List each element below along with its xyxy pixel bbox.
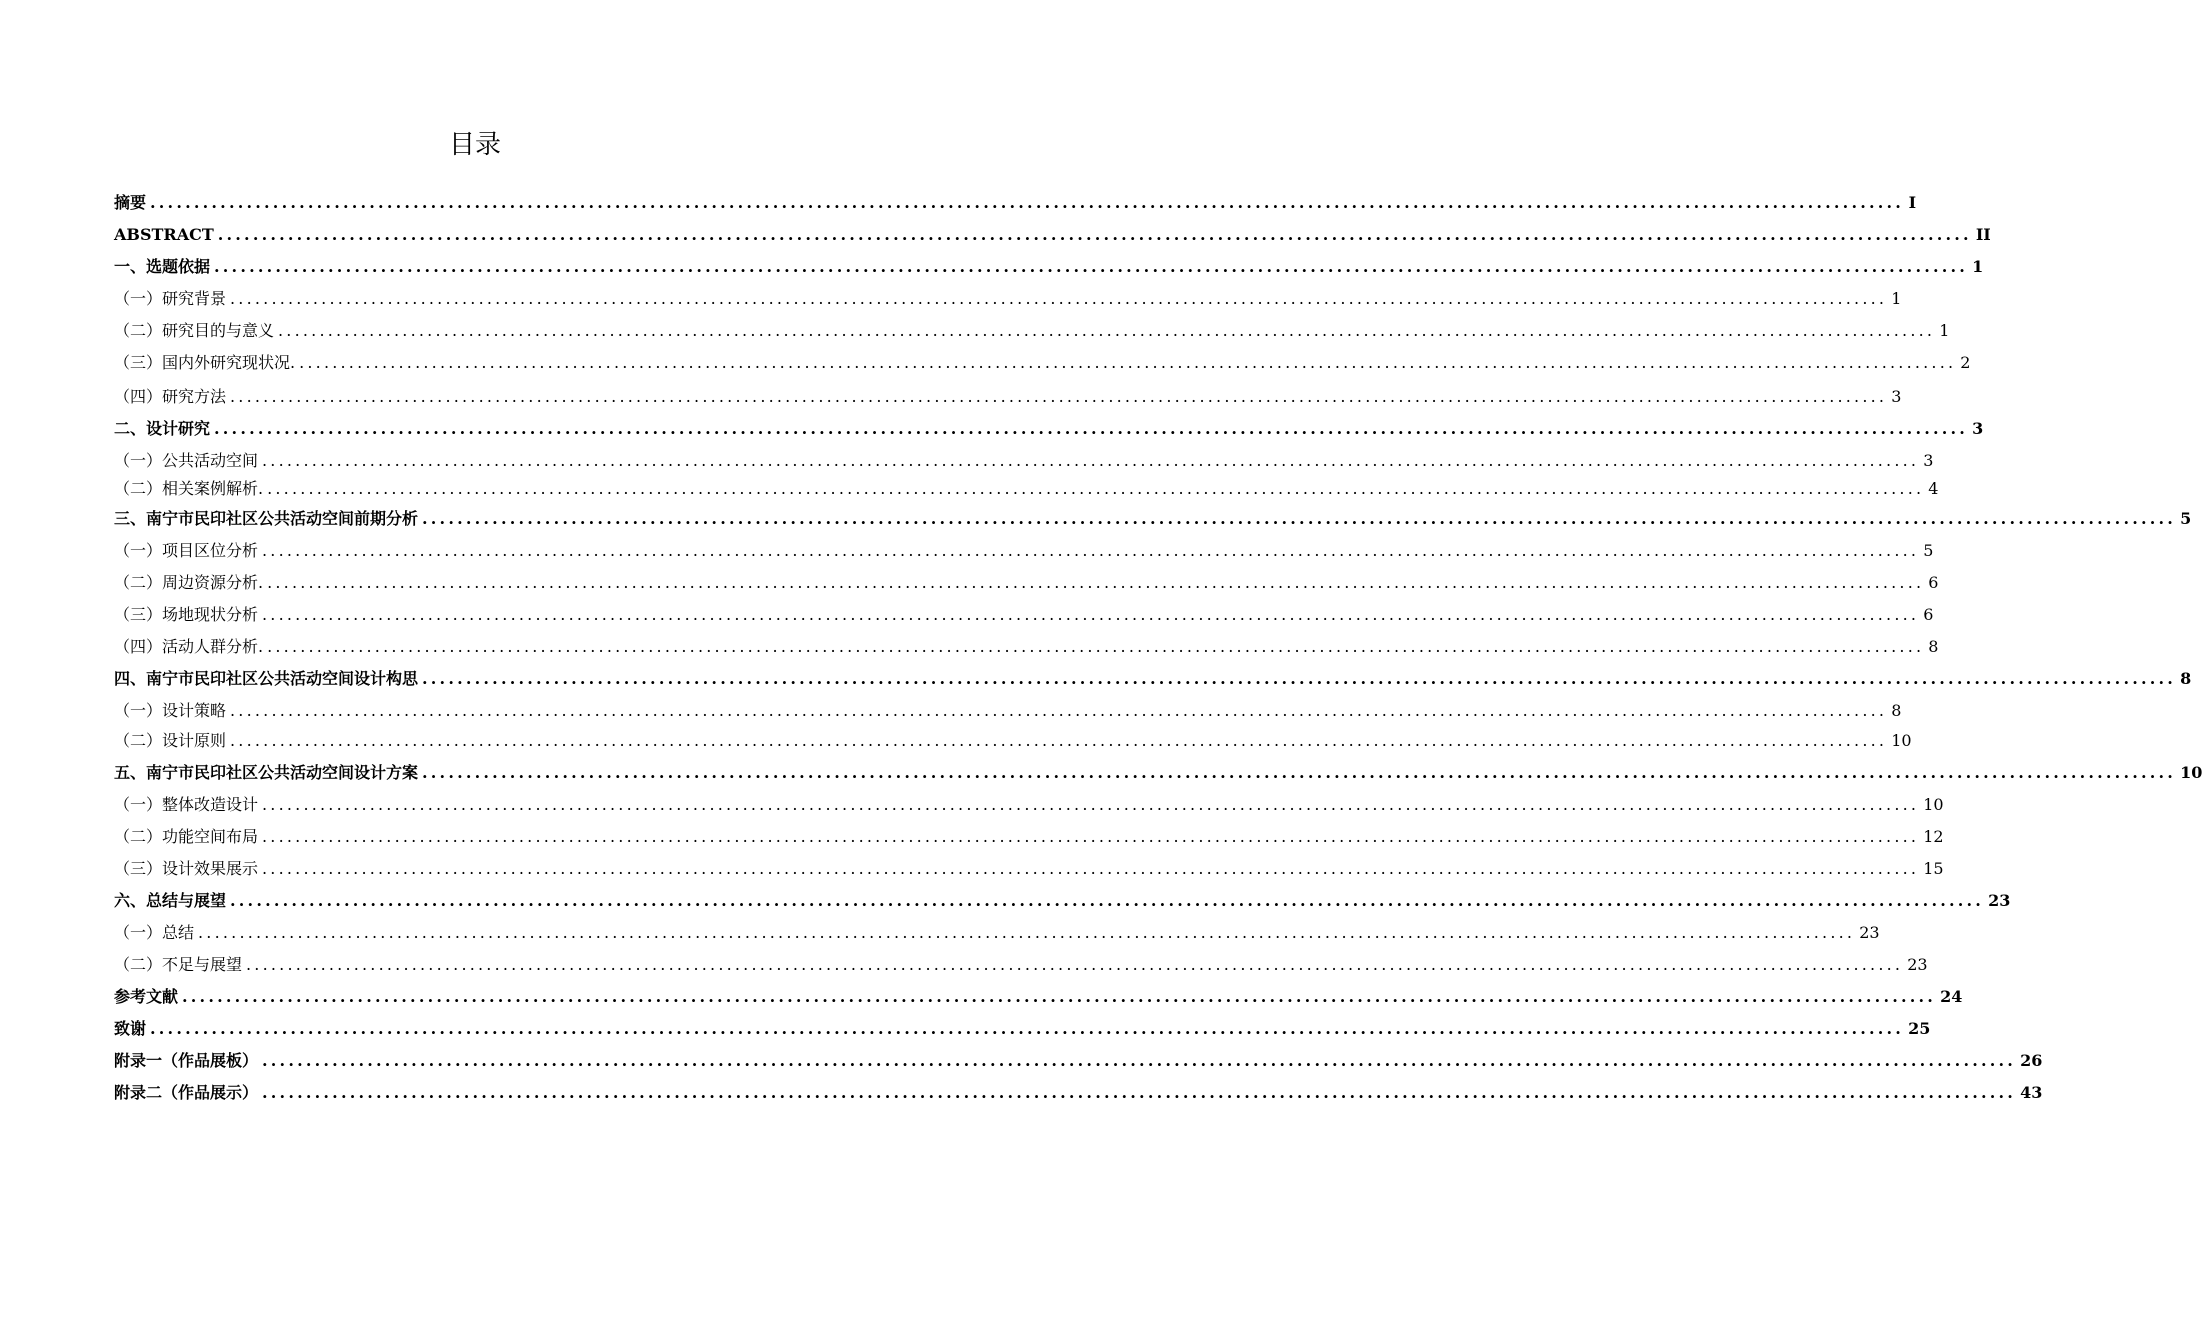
dot-leader: ........................................................................................................................................................................................................ xyxy=(182,987,1937,1006)
toc-entry[interactable] xyxy=(114,220,1991,250)
toc-entry-page-number: 10 xyxy=(1891,731,1912,750)
toc-entry-label: 五、南宁市民印社区公共活动空间设计方案 xyxy=(114,763,419,782)
toc-entry-page-number: 10 xyxy=(1923,795,1944,814)
toc-entry-label: （三）设计效果展示 xyxy=(114,859,259,878)
dot-leader: ........................................................................................................................................................................................................ xyxy=(262,859,1920,878)
toc-entry-page-number: 26 xyxy=(2020,1051,2043,1070)
toc-entry-label: （三）场地现状分析 xyxy=(114,605,259,624)
toc-entry[interactable] xyxy=(114,758,2202,788)
toc-entry-page-number: 6 xyxy=(1923,605,1934,624)
toc-entry-label: （三）国内外研究现状况. xyxy=(114,353,296,372)
toc-entry-page-number: 24 xyxy=(1940,987,1963,1006)
toc-entry-label: （一）设计策略 xyxy=(114,701,227,720)
dot-leader: ........................................................................................................................................................................................................ xyxy=(422,669,2177,688)
toc-entry-page-number: 5 xyxy=(1923,541,1934,560)
toc-entry-page-number: 6 xyxy=(1928,573,1939,592)
dot-leader: ........................................................................................................................................................................................................ xyxy=(267,573,1925,592)
toc-entry[interactable] xyxy=(114,982,1963,1012)
dot-leader: ........................................................................................................................................................................................................ xyxy=(150,1019,1905,1038)
toc-entry[interactable] xyxy=(114,568,1939,598)
toc-entry-label: （一）公共活动空间 xyxy=(114,451,259,470)
toc-entry-label: 四、南宁市民印社区公共活动空间设计构思 xyxy=(114,669,419,688)
dot-leader: ........................................................................................................................................................................................................ xyxy=(230,387,1888,406)
toc-entry-label: ABSTRACT xyxy=(114,225,214,244)
toc-entry[interactable] xyxy=(114,316,1950,346)
toc-entry-page-number: 1 xyxy=(1891,289,1902,308)
toc-entry[interactable] xyxy=(114,632,1939,662)
toc-entry[interactable] xyxy=(114,252,1984,282)
toc-entry-page-number: 3 xyxy=(1923,451,1934,470)
page-title: 目录 xyxy=(448,130,501,160)
toc-entry-page-number: 23 xyxy=(1988,891,2011,910)
toc-entry-page-number: 1 xyxy=(1972,257,1984,276)
toc-entry-page-number: 23 xyxy=(1859,923,1880,942)
toc-entry[interactable] xyxy=(114,822,1944,852)
toc-entry-page-number: 8 xyxy=(2180,669,2192,688)
toc-entry[interactable] xyxy=(114,918,1880,948)
dot-leader: ........................................................................................................................................................................................................ xyxy=(230,701,1888,720)
toc-entry-label: 附录一（作品展板） xyxy=(114,1051,259,1070)
toc-entry-label: （二）功能空间布局 xyxy=(114,827,259,846)
toc-entry-label: （二）相关案例解析. xyxy=(114,479,264,498)
toc-entry-label: （二）研究目的与意义 xyxy=(114,321,275,340)
toc-entry-label: 三、南宁市民印社区公共活动空间前期分析 xyxy=(114,509,419,528)
toc-entry-page-number: 3 xyxy=(1891,387,1902,406)
toc-entry[interactable] xyxy=(114,1078,2043,1108)
toc-entry-page-number: II xyxy=(1975,225,1991,244)
toc-entry-label: 一、选题依据 xyxy=(114,257,211,276)
toc-entry-page-number: 10 xyxy=(2180,763,2202,782)
dot-leader: ........................................................................................................................................................................................................ xyxy=(422,763,2177,782)
dot-leader: ........................................................................................................................................................................................................ xyxy=(217,225,1972,244)
toc-entry[interactable] xyxy=(114,474,1939,504)
dot-leader: ........................................................................................................................................................................................................ xyxy=(150,193,1905,212)
dot-leader: ........................................................................................................................................................................................................ xyxy=(262,541,1920,560)
toc-entry[interactable] xyxy=(114,414,1984,444)
toc-entry[interactable] xyxy=(114,284,1902,314)
toc-entry-page-number: I xyxy=(1908,193,1917,212)
dot-leader: ........................................................................................................................................................................................................ xyxy=(262,795,1920,814)
toc-entry-label: （一）整体改造设计 xyxy=(114,795,259,814)
toc-entry-page-number: 12 xyxy=(1923,827,1944,846)
toc-entry-label: （二）设计原则 xyxy=(114,731,227,750)
dot-leader: ........................................................................................................................................................................................................ xyxy=(246,955,1904,974)
toc-entry-page-number: 8 xyxy=(1891,701,1902,720)
toc-entry[interactable] xyxy=(114,188,1917,218)
toc-entry[interactable] xyxy=(114,382,1902,412)
dot-leader: ........................................................................................................................................................................................................ xyxy=(278,321,1936,340)
dot-leader: ........................................................................................................................................................................................................ xyxy=(214,257,1969,276)
toc-entry[interactable] xyxy=(114,950,1928,980)
dot-leader: ........................................................................................................................................................................................................ xyxy=(198,923,1856,942)
toc-entry[interactable] xyxy=(114,886,2011,916)
dot-leader: ........................................................................................................................................................................................................ xyxy=(267,479,1925,498)
dot-leader: ........................................................................................................................................................................................................ xyxy=(262,451,1920,470)
dot-leader: ........................................................................................................................................................................................................ xyxy=(262,605,1920,624)
toc-entry[interactable] xyxy=(114,664,2192,694)
toc-entry[interactable] xyxy=(114,726,1912,756)
toc-entry-label: 六、总结与展望 xyxy=(114,891,227,910)
toc-entry[interactable] xyxy=(114,790,1944,820)
toc-entry-page-number: 43 xyxy=(2020,1083,2043,1102)
toc-entry-page-number: 4 xyxy=(1928,479,1939,498)
toc-entry[interactable] xyxy=(114,348,1971,378)
dot-leader: ........................................................................................................................................................................................................ xyxy=(262,1083,2017,1102)
toc-entry-page-number: 25 xyxy=(1908,1019,1931,1038)
toc-entry-label: （一）总结 xyxy=(114,923,195,942)
toc-entry-label: 二、设计研究 xyxy=(114,419,211,438)
toc-entry[interactable] xyxy=(114,536,1934,566)
toc-entry-label: 摘要 xyxy=(114,193,147,212)
dot-leader: ........................................................................................................................................................................................................ xyxy=(422,509,2177,528)
toc-entry-page-number: 2 xyxy=(1960,353,1971,372)
toc-entry-label: 参考文献 xyxy=(114,987,179,1006)
toc-entry-label: （一）项目区位分析 xyxy=(114,541,259,560)
toc-entry-page-number: 15 xyxy=(1923,859,1944,878)
dot-leader: ........................................................................................................................................................................................................ xyxy=(262,827,1920,846)
dot-leader: ........................................................................................................................................................................................................ xyxy=(299,353,1957,372)
dot-leader: ........................................................................................................................................................................................................ xyxy=(230,289,1888,308)
toc-entry-label: （四）活动人群分析. xyxy=(114,637,264,656)
toc-entry[interactable] xyxy=(114,1046,2043,1076)
toc-entry-label: （二）周边资源分析. xyxy=(114,573,264,592)
toc-entry-page-number: 5 xyxy=(2180,509,2192,528)
toc-entry-label: （四）研究方法 xyxy=(114,387,227,406)
dot-leader: ........................................................................................................................................................................................................ xyxy=(262,1051,2017,1070)
toc-entry-label: （二）不足与展望 xyxy=(114,955,243,974)
toc-entry[interactable] xyxy=(114,504,2192,534)
toc-entry[interactable] xyxy=(114,600,1934,630)
dot-leader: ........................................................................................................................................................................................................ xyxy=(230,731,1888,750)
toc-entry-label: （一）研究背景 xyxy=(114,289,227,308)
toc-entry-label: 致谢 xyxy=(114,1019,147,1038)
toc-entry-page-number: 3 xyxy=(1972,419,1984,438)
dot-leader: ........................................................................................................................................................................................................ xyxy=(230,891,1985,910)
toc-entry-page-number: 1 xyxy=(1939,321,1950,340)
toc-entry[interactable] xyxy=(114,696,1902,726)
toc-entry-label: 附录二（作品展示） xyxy=(114,1083,259,1102)
dot-leader: ........................................................................................................................................................................................................ xyxy=(214,419,1969,438)
toc-entry[interactable] xyxy=(114,1014,1931,1044)
toc-entry[interactable] xyxy=(114,854,1944,884)
toc-entry-page-number: 8 xyxy=(1928,637,1939,656)
toc-entry[interactable] xyxy=(114,446,1934,476)
dot-leader: ........................................................................................................................................................................................................ xyxy=(267,637,1925,656)
toc-entry-page-number: 23 xyxy=(1907,955,1928,974)
